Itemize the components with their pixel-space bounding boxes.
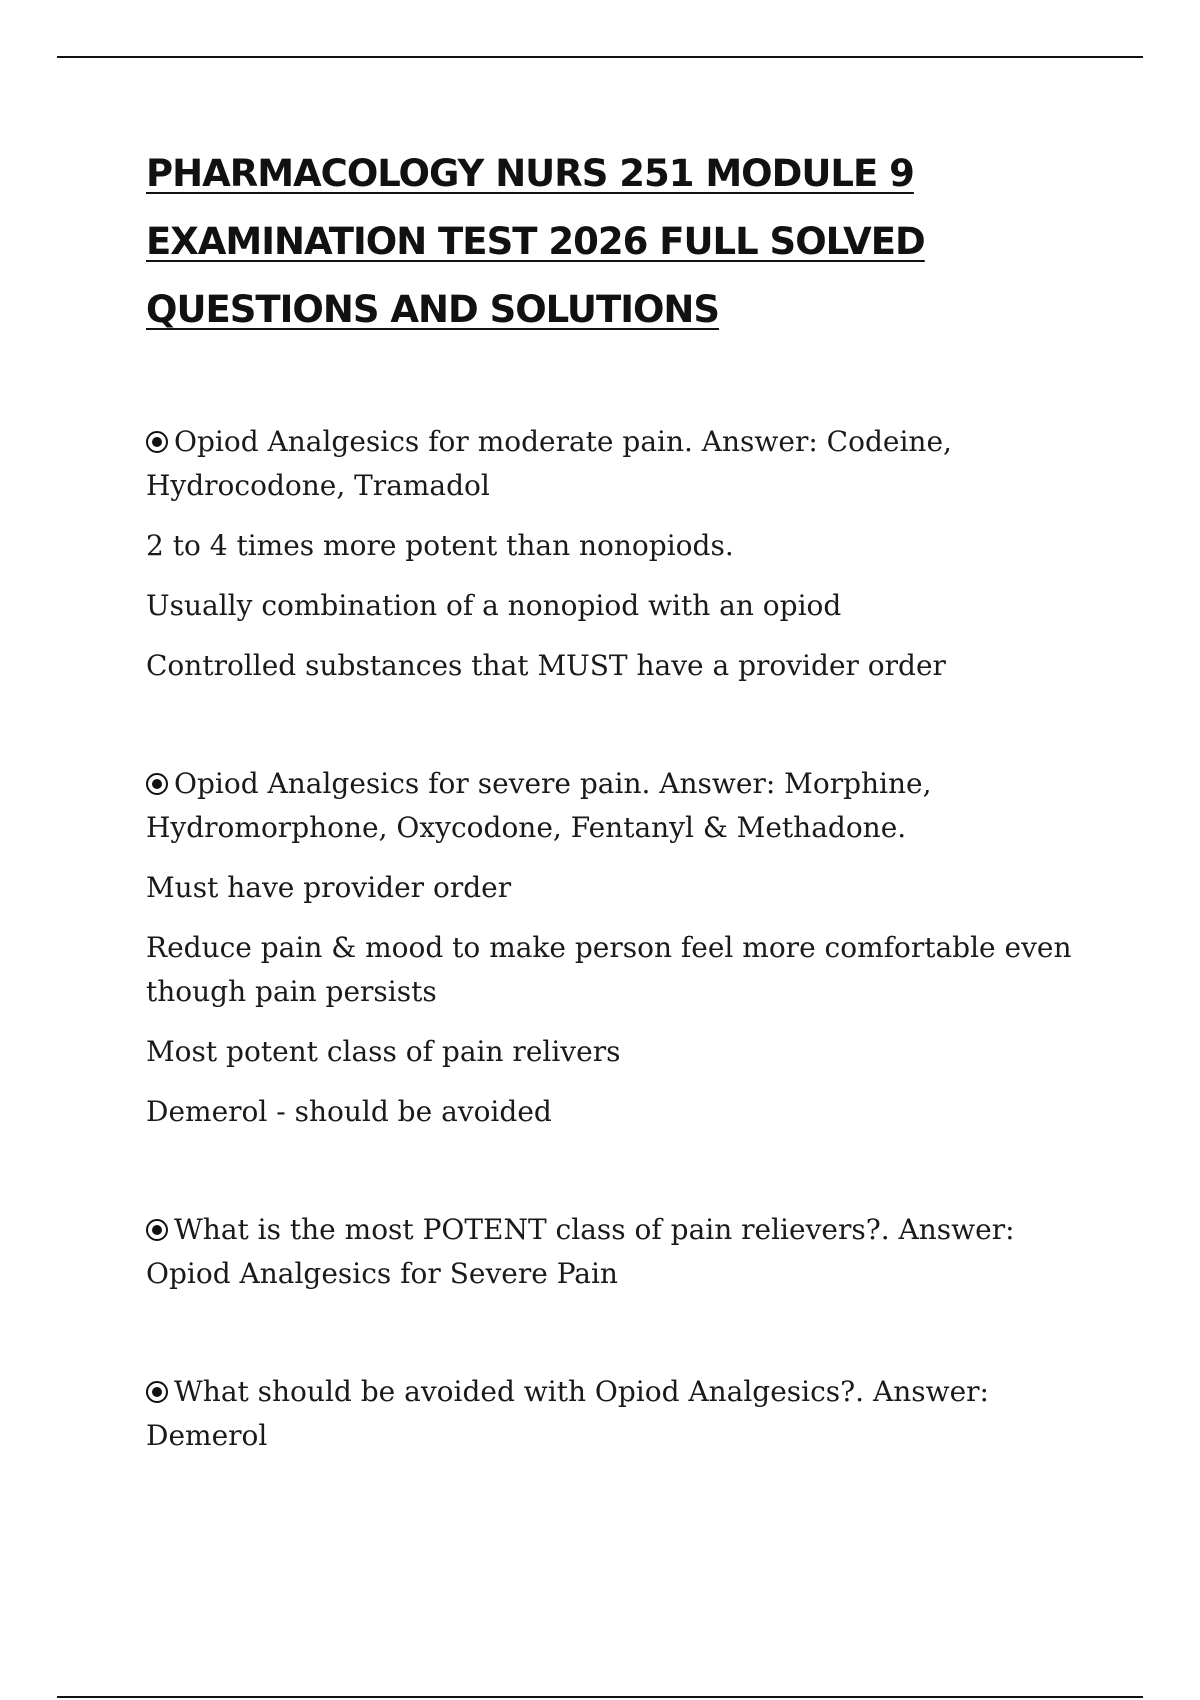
note-line: Must have provider order bbox=[146, 871, 512, 904]
note-line: Most potent class of pain relivers bbox=[146, 1035, 621, 1068]
question-line bbox=[146, 762, 1106, 850]
qa-item bbox=[146, 762, 1106, 1134]
note-line: 2 to 4 times more potent than nonopiods. bbox=[146, 529, 734, 562]
radio-bullet-icon bbox=[146, 773, 168, 795]
top-divider bbox=[57, 56, 1143, 58]
bottom-divider bbox=[57, 1696, 1143, 1698]
note-line: Usually combination of a nonopiod with an opiod bbox=[146, 589, 842, 622]
note-line: Demerol - should be avoided bbox=[146, 1095, 552, 1128]
qa-item bbox=[146, 420, 1106, 688]
document-title: PHARMACOLOGY NURS 251 MODULE 9 EXAMINATION TEST 2026 FULL SOLVED QUESTIONS AND SOLUTIONS bbox=[146, 152, 925, 331]
radio-bullet-icon bbox=[146, 1381, 168, 1403]
radio-bullet-icon bbox=[146, 431, 168, 453]
question-line bbox=[146, 420, 1106, 508]
question-text: Opiod Analgesics for moderate pain. Answer: Codeine, Hydrocodone, Tramadol bbox=[146, 425, 952, 502]
note-line: Reduce pain & mood to make person feel more comfortable even though pain persists bbox=[146, 931, 1072, 1008]
document-body bbox=[146, 420, 1106, 1532]
question-text: Opiod Analgesics for severe pain. Answer: Morphine, Hydromorphone, Oxycodone, Fentanyl & Methadone. bbox=[146, 767, 932, 844]
question-line bbox=[146, 1370, 1106, 1458]
qa-item bbox=[146, 1370, 1106, 1458]
radio-bullet-icon bbox=[146, 1219, 168, 1241]
note-line: Controlled substances that MUST have a provider order bbox=[146, 649, 946, 682]
qa-item bbox=[146, 1208, 1106, 1296]
question-text: What is the most POTENT class of pain relievers?. Answer: Opiod Analgesics for Severe Pain bbox=[146, 1213, 1015, 1290]
question-line bbox=[146, 1208, 1106, 1296]
question-text: What should be avoided with Opiod Analgesics?. Answer: Demerol bbox=[146, 1375, 989, 1452]
